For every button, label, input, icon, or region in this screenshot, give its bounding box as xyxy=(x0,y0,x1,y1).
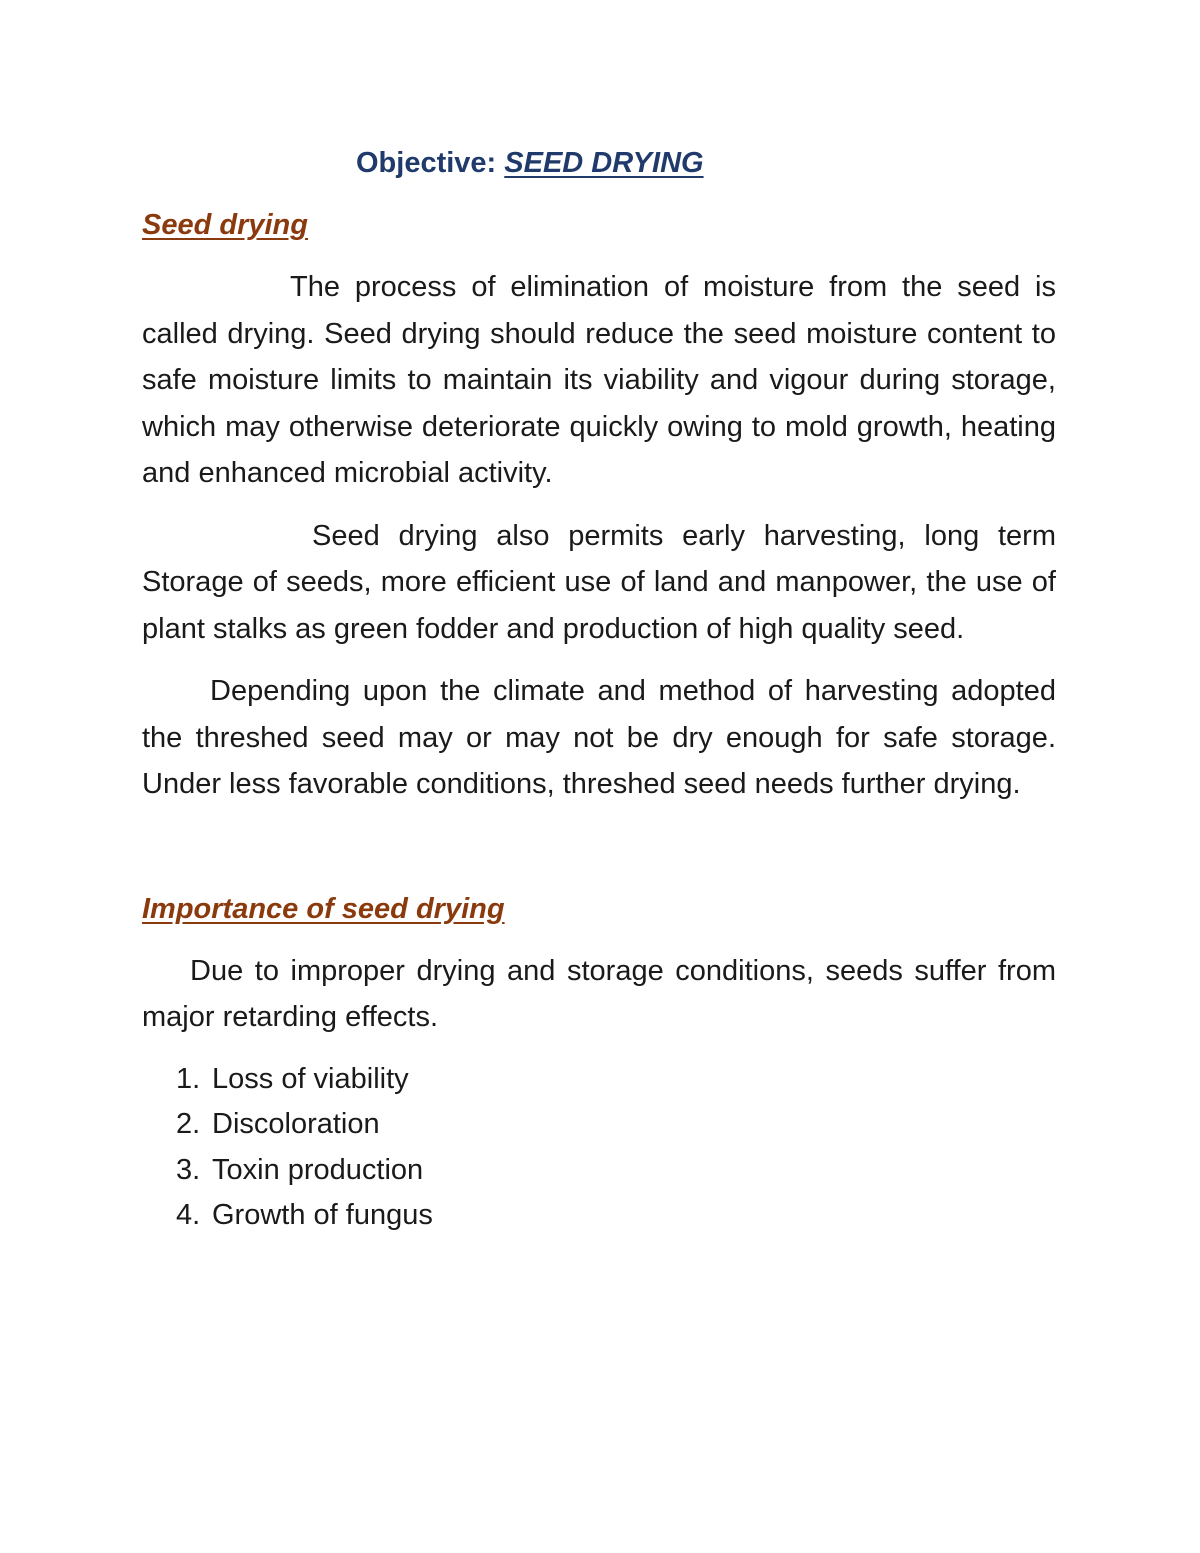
paragraph-definition: The process of elimination of moisture from the seed is called drying. Seed drying should reduce the seed moisture content to safe moisture limits to maintain its viability and vigour during storage, which may otherwise deteriorate quickly owing to mold growth, heating and enhanced microbial activity. xyxy=(142,271,1056,489)
paragraph-benefits: Seed drying also permits early harvesting, long term Storage of seeds, more efficient use of land and manpower, the use of plant stalks as green fodder and production of high quality seed. xyxy=(142,519,1056,645)
list-item xyxy=(176,1148,1056,1194)
section-heading-seed-drying: Seed drying xyxy=(142,209,308,241)
list-item-number: 1. xyxy=(176,1062,201,1095)
objective-value: SEED DRYING xyxy=(504,147,704,179)
paragraph-climate: Depending upon the climate and method of harvesting adopted the threshed seed may or may not be dry enough for safe storage. Under less favorable conditions, threshed seed needs further drying. xyxy=(142,675,1056,800)
list-item xyxy=(176,1057,1056,1103)
list-item-text: Discoloration xyxy=(212,1108,380,1140)
document-body xyxy=(142,140,1056,1239)
list-item-number: 2. xyxy=(176,1108,201,1140)
paragraph-importance: Due to improper drying and storage conditions, seeds suffer from major retarding effects. xyxy=(142,954,1056,1033)
list-item-text: Toxin production xyxy=(212,1153,424,1186)
list-item xyxy=(176,1193,1056,1239)
list-item-number: 4. xyxy=(176,1199,201,1231)
objective-line xyxy=(142,140,1056,186)
objective-label: Objective: xyxy=(356,147,497,179)
list-item-text: Growth of fungus xyxy=(212,1199,433,1231)
effects-list xyxy=(142,1057,1056,1239)
section-spacer xyxy=(142,808,1056,886)
list-item xyxy=(176,1102,1056,1148)
section-heading-importance: Importance of seed drying xyxy=(142,892,505,925)
list-item-text: Loss of viability xyxy=(212,1062,409,1095)
list-item-number: 3. xyxy=(176,1153,201,1186)
